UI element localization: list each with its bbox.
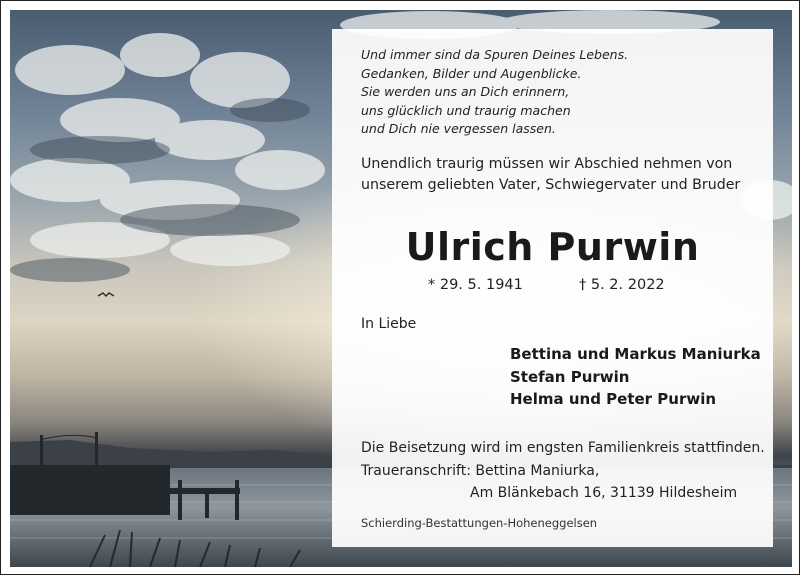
intro-line: unserem geliebten Vater, Schwiegervater und Bruder xyxy=(361,177,741,193)
intro-line: Unendlich traurig müssen wir Abschied nehmen von xyxy=(361,156,733,172)
death-date: † 5. 2. 2022 xyxy=(579,277,665,293)
family-member: Stefan Purwin xyxy=(510,367,630,386)
mourning-address-line-1: Traueranschrift: Bettina Maniurka, xyxy=(361,463,600,479)
verse-line: uns glücklich und traurig machen xyxy=(361,102,571,118)
verse-line: Gedanken, Bilder und Augenblicke. xyxy=(361,65,582,81)
family-member: Bettina und Markus Maniurka xyxy=(510,345,761,363)
undertaker-name: Schierding-Bestattungen-Hoheneggelsen xyxy=(361,516,598,530)
deceased-name: Ulrich Purwin xyxy=(405,225,700,269)
mourning-address-line-2: Am Blänkebach 16, 31139 Hildesheim xyxy=(470,485,738,501)
verse-line: Sie werden uns an Dich erinnern, xyxy=(361,84,570,100)
verse xyxy=(361,46,628,139)
closing-phrase: In Liebe xyxy=(361,316,417,332)
bird-icon xyxy=(98,293,114,296)
intro-text xyxy=(361,154,740,196)
text-panel xyxy=(332,29,773,547)
birth-date: * 29. 5. 1941 xyxy=(428,277,523,293)
verse-line: Und immer sind da Spuren Deines Lebens. xyxy=(361,47,629,62)
family-list xyxy=(510,343,761,411)
burial-note: Die Beisetzung wird im engsten Familienkreis stattfinden. xyxy=(361,440,765,456)
family-member: Helma und Peter Purwin xyxy=(510,390,717,408)
verse-line: und Dich nie vergessen lassen. xyxy=(361,121,556,137)
